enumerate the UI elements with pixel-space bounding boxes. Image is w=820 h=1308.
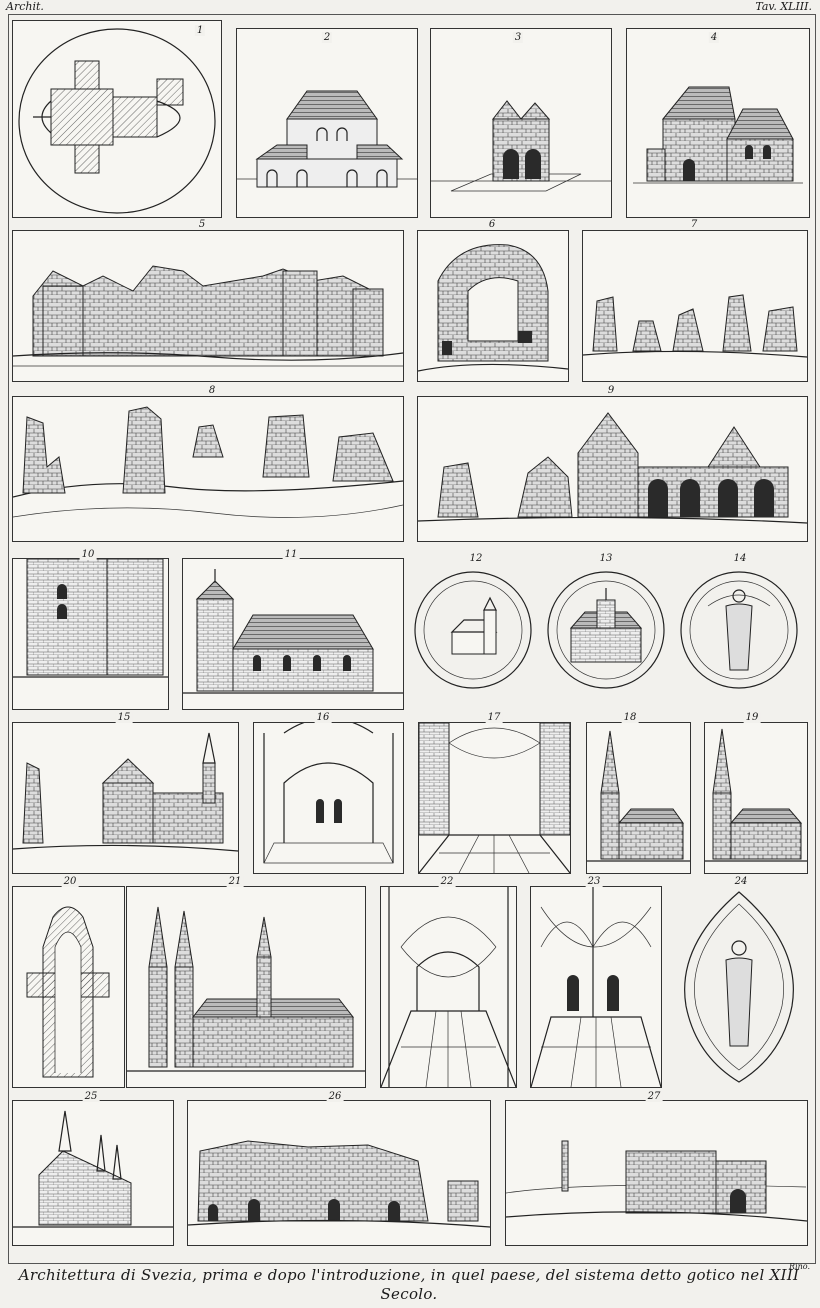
figure-number: 8 (208, 385, 216, 396)
fig-3-ruined-chapel (430, 28, 612, 218)
figure-number: 20 (63, 876, 77, 887)
figure-number: 15 (117, 712, 131, 723)
figure-number: 7 (690, 219, 698, 230)
fig-2-church-cross-section (236, 28, 418, 218)
figure-number: 2 (323, 32, 331, 43)
fig-12-seal-church (412, 566, 534, 694)
fig-13-seal-church (545, 566, 667, 694)
engraver-signature: Rino. (789, 1262, 810, 1271)
fig-5-castle-ruins (12, 230, 404, 382)
fig-26-castle-ruins (187, 1100, 491, 1246)
fig-22-gothic-interior (380, 886, 517, 1088)
fig-1-floor-plan (12, 20, 222, 218)
figure-number: 19 (745, 712, 759, 723)
figure-number: 1 (196, 25, 204, 36)
figure-number: 13 (599, 553, 613, 564)
figure-number: 25 (84, 1091, 98, 1102)
fig-21-uppsala-cathedral (126, 886, 366, 1088)
fig-25-spired-church (12, 1100, 174, 1246)
fig-7-ruined-walls (582, 230, 808, 382)
fig-16-vaulted-interior (253, 722, 404, 874)
fig-6-tower-ruin (417, 230, 569, 382)
fig-24-seal-bishop (672, 886, 806, 1086)
fig-19-church-with-spire (704, 722, 808, 874)
fig-15-church-among-ruins (12, 722, 239, 874)
plate-caption (6, 1266, 812, 1304)
fig-27-fortified-town (505, 1100, 808, 1246)
figure-number: 22 (440, 876, 454, 887)
plate-number: Tav. XLIII. (755, 0, 812, 13)
fig-23-gothic-interior (530, 886, 662, 1088)
figure-number: 27 (647, 1091, 661, 1102)
fig-17-crypt-interior (418, 722, 571, 874)
figure-number: 26 (328, 1091, 342, 1102)
fig-18-church-with-spire (586, 722, 691, 874)
figure-number: 24 (734, 876, 748, 887)
figure-number: 11 (284, 549, 298, 560)
header-left: Archit. (6, 0, 44, 13)
figure-number: 9 (607, 385, 615, 396)
figure-number: 16 (316, 712, 330, 723)
fig-14-seal-saint (678, 566, 800, 694)
figure-number: 6 (488, 219, 496, 230)
figure-number: 23 (587, 876, 601, 887)
figure-number: 3 (514, 32, 522, 43)
figure-number: 5 (198, 219, 206, 230)
figure-number: 18 (623, 712, 637, 723)
fig-8-fortress-ruins-landscape (12, 396, 404, 542)
fig-4-stone-church (626, 28, 810, 218)
fig-11-brick-church (182, 558, 404, 710)
figure-number: 10 (81, 549, 95, 560)
caption-line-2: Secolo. (380, 1285, 438, 1303)
figure-number: 17 (487, 712, 501, 723)
figure-number: 14 (733, 553, 747, 564)
figure-number: 4 (710, 32, 718, 43)
fig-10-brick-tower-detail (12, 558, 169, 710)
caption-line-1: Architettura di Svezia, prima e dopo l'introduzione, in quel paese, del sistema detto gotico nel XIII (18, 1266, 800, 1284)
figure-number: 21 (228, 876, 242, 887)
fig-20-cathedral-plan (12, 886, 125, 1088)
fig-9-abbey-ruins (417, 396, 808, 542)
figure-number: 12 (469, 553, 483, 564)
